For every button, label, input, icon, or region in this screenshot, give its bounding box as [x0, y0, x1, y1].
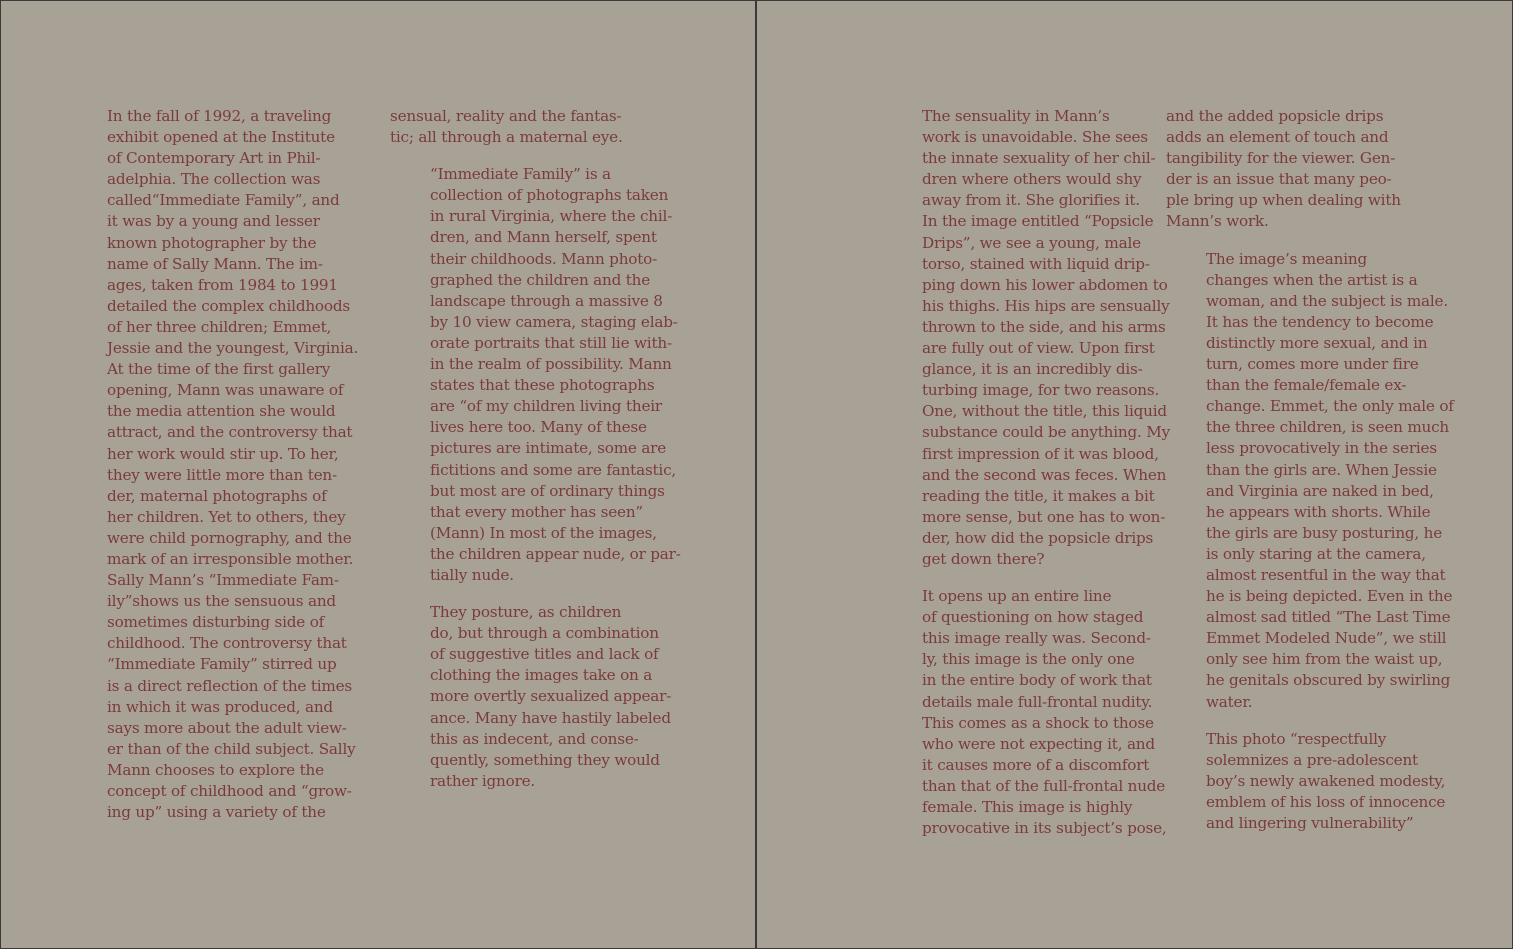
text-line: er than of the child subject. Sally — [107, 739, 356, 758]
text-line: away from it. She glorifies it. — [922, 191, 1140, 210]
text-line: substance could be anything. My — [922, 423, 1170, 442]
text-line: that every mother has seen” — [430, 502, 643, 521]
text-line: of Contemporary Art in Phil- — [107, 149, 321, 168]
paragraph — [882, 586, 1167, 839]
text-line: water. — [1206, 692, 1253, 711]
text-line: known photographer by the — [107, 233, 317, 252]
text-line: her children. Yet to others, they — [107, 507, 346, 526]
text-line: of suggestive titles and lack of — [430, 645, 659, 664]
text-line: ing up” using a variety of the — [107, 803, 326, 822]
text-line: get down there? — [922, 549, 1045, 568]
text-line: thrown to the side, and his arms — [922, 317, 1166, 336]
text-line: fictitions and some are fantastic, — [430, 460, 677, 479]
text-line: Mann chooses to explore the — [107, 760, 324, 779]
text-line: woman, and the subject is male. — [1206, 291, 1448, 310]
text-line: glance, it is an incredibly dis- — [922, 360, 1143, 379]
text-line: he genitals obscured by swirling — [1206, 671, 1451, 690]
text-line: are fully out of view. Upon first — [922, 339, 1155, 358]
paragraph — [882, 106, 1170, 570]
text-line: by 10 view camera, staging elab- — [430, 312, 678, 331]
text-line: opening, Mann was unaware of — [107, 381, 344, 400]
text-line: this as indecent, and conse- — [430, 729, 639, 748]
text-line: and lingering vulnerability” — [1206, 814, 1414, 832]
text-line: adds an element of touch and — [1166, 128, 1389, 147]
text-line: lives here too. Many of these — [430, 418, 647, 437]
text-line: who were not expecting it, and — [922, 734, 1155, 753]
text-line: than that of the full-frontal nude — [922, 776, 1166, 795]
text-line: the girls are busy posturing, he — [1206, 523, 1443, 542]
text-line: orate portraits that still lie with- — [430, 333, 672, 352]
text-line: It has the tendency to become — [1206, 312, 1434, 331]
text-line: the children appear nude, or par- — [430, 544, 681, 563]
text-line: This photo “respectfully — [1206, 729, 1387, 748]
left-page-column-2 — [390, 106, 681, 808]
right-page-column-1 — [882, 106, 1170, 855]
text-line: The image’s meaning — [1206, 249, 1367, 268]
text-line: exhibit opened at the Institute — [107, 128, 335, 147]
text-line: attract, and the controversy that — [107, 423, 353, 442]
text-line: pictures are intimate, some are — [430, 439, 667, 458]
text-line: der is an issue that many peo- — [1166, 170, 1392, 189]
text-line: adelphia. The collection was — [107, 170, 321, 189]
text-line: “Immediate Family” is a — [430, 165, 611, 184]
right-page-column-2 — [1166, 106, 1454, 850]
text-line: it causes more of a discomfort — [922, 755, 1150, 774]
text-line: provocative in its subject’s pose, — [922, 819, 1167, 838]
text-line: he is being depicted. Even in the — [1206, 587, 1453, 606]
text-line: changes when the artist is a — [1206, 270, 1418, 289]
right-page — [757, 1, 1513, 948]
text-line: der, how did the popsicle drips — [922, 528, 1154, 547]
text-line: In the fall of 1992, a traveling — [107, 107, 332, 125]
text-line: details male full-frontal nudity. — [922, 692, 1153, 711]
left-page — [1, 1, 757, 948]
text-line: At the time of the first gallery — [107, 360, 331, 379]
text-line: her work would stir up. To her, — [107, 444, 339, 463]
text-line: is a direct reflection of the times — [107, 676, 352, 695]
text-line: in the realm of possibility. Mann — [430, 355, 672, 374]
text-line: Sally Mann’s “Immediate Fam- — [107, 571, 339, 590]
text-line: in the entire body of work that — [922, 671, 1152, 690]
text-line: states that these photographs — [430, 376, 655, 395]
text-line: it was by a young and lesser — [107, 212, 320, 231]
text-line: of her three children; Emmet, — [107, 317, 332, 336]
text-line: less provocatively in the series — [1206, 439, 1437, 458]
text-line: change. Emmet, the only male of — [1206, 397, 1454, 416]
text-line: Drips”, we see a young, male — [922, 233, 1141, 252]
text-line: the innate sexuality of her chil- — [922, 149, 1156, 168]
text-line: this image really was. Second- — [922, 629, 1151, 648]
text-line: their childhoods. Mann photo- — [430, 249, 658, 268]
text-line: (Mann) In most of the images, — [430, 523, 657, 542]
text-line: The sensuality in Mann’s — [922, 107, 1110, 125]
text-line: Jessie and the youngest, Virginia. — [107, 339, 359, 358]
text-line: but most are of ordinary things — [430, 481, 665, 500]
text-line: This comes as a shock to those — [922, 713, 1154, 732]
text-line: work is unavoidable. She sees — [922, 128, 1148, 147]
text-line: boy’s newly awakened modesty, — [1206, 771, 1446, 790]
text-line: of questioning on how staged — [922, 608, 1144, 627]
text-line: called“Immediate Family”, and — [107, 191, 340, 210]
text-line: clothing the images take on a — [430, 666, 653, 685]
text-line: childhood. The controversy that — [107, 634, 347, 653]
text-line: and the second was feces. When — [922, 465, 1167, 484]
text-line: turn, comes more under fire — [1206, 355, 1419, 374]
text-line: landscape through a massive 8 — [430, 291, 663, 310]
text-line: female. This image is highly — [922, 798, 1133, 816]
text-line: tic; all through a maternal eye. — [390, 128, 623, 147]
text-line: “Immediate Family” stirred up — [107, 655, 337, 674]
text-line: concept of childhood and “grow- — [107, 782, 352, 800]
text-line: and the added popsicle drips — [1166, 107, 1384, 125]
text-line: ly, this image is the only one — [922, 650, 1135, 669]
text-line: turbing image, for two reasons. — [922, 381, 1160, 400]
text-line: his thighs. His hips are sensually — [922, 296, 1170, 315]
text-line: They posture, as children — [430, 603, 622, 622]
text-line: In the image entitled “Popsicle — [922, 212, 1154, 231]
text-line: first impression of it was blood, — [922, 444, 1159, 463]
text-line: Emmet Modeled Nude”, we still — [1206, 629, 1447, 648]
paragraph — [1166, 729, 1446, 834]
text-line: more overtly sexualized appear- — [430, 687, 672, 706]
text-line: detailed the complex childhoods — [107, 296, 350, 315]
text-line: were child pornography, and the — [107, 528, 352, 547]
text-line: only see him from the waist up, — [1206, 650, 1443, 669]
text-line: collection of photographs taken — [430, 186, 669, 205]
text-line: almost sad titled “The Last Time — [1206, 608, 1451, 627]
paragraph — [1166, 249, 1454, 713]
text-line: distinctly more sexual, and in — [1206, 333, 1428, 352]
text-line: reading the title, it makes a bit — [922, 486, 1155, 505]
text-line: are “of my children living their — [430, 397, 662, 416]
paragraph — [390, 164, 681, 586]
text-line: they were little more than ten- — [107, 465, 337, 484]
text-line: says more about the adult view- — [107, 718, 347, 737]
text-line: and Virginia are naked in bed, — [1206, 481, 1434, 500]
text-line: ages, taken from 1984 to 1991 — [107, 275, 338, 294]
text-line: he appears with shorts. While — [1206, 502, 1431, 521]
text-line: solemnizes a pre-adolescent — [1206, 750, 1418, 769]
text-line: name of Sally Mann. The im- — [107, 254, 323, 273]
text-line: One, without the title, this liquid — [922, 402, 1167, 421]
text-line: torso, stained with liquid drip- — [922, 254, 1150, 273]
paragraph — [1166, 106, 1406, 233]
text-line: tangibility for the viewer. Gen- — [1166, 149, 1396, 168]
text-line: in rural Virginia, where the chil- — [430, 207, 673, 226]
text-line: It opens up an entire line — [922, 587, 1112, 606]
text-line: Mann’s work. — [1166, 212, 1269, 231]
text-line: mark of an irresponsible mother. — [107, 549, 354, 568]
text-line: than the girls are. When Jessie — [1206, 460, 1437, 479]
text-line: dren, and Mann herself, spent — [430, 228, 657, 247]
text-line: ance. Many have hastily labeled — [430, 708, 671, 727]
text-line: emblem of his loss of innocence — [1206, 792, 1446, 811]
paragraph — [107, 106, 359, 823]
text-line: ple bring up when dealing with — [1166, 191, 1401, 210]
text-line: almost resentful in the way that — [1206, 565, 1446, 584]
left-page-column-1 — [107, 106, 359, 839]
text-line: is only staring at the camera, — [1206, 544, 1426, 563]
text-line: than the female/female ex- — [1206, 376, 1407, 395]
text-line: ily”shows us the sensuous and — [107, 592, 336, 611]
paragraph — [390, 106, 630, 148]
text-line: the three children, is seen much — [1206, 418, 1449, 437]
text-line: in which it was produced, and — [107, 697, 333, 716]
text-line: rather ignore. — [430, 771, 536, 790]
text-line: tially nude. — [430, 565, 514, 584]
text-line: sometimes disturbing side of — [107, 613, 325, 632]
paragraph — [390, 602, 672, 792]
text-line: quently, something they would — [430, 750, 660, 769]
text-line: more sense, but one has to won- — [922, 507, 1166, 526]
text-line: do, but through a combination — [430, 624, 659, 643]
text-line: dren where others would shy — [922, 170, 1142, 189]
text-line: sensual, reality and the fantas- — [390, 107, 622, 125]
text-line: graphed the children and the — [430, 270, 651, 289]
text-line: the media attention she would — [107, 402, 336, 421]
text-line: der, maternal photographs of — [107, 486, 327, 505]
text-line: ping down his lower abdomen to — [922, 275, 1168, 294]
